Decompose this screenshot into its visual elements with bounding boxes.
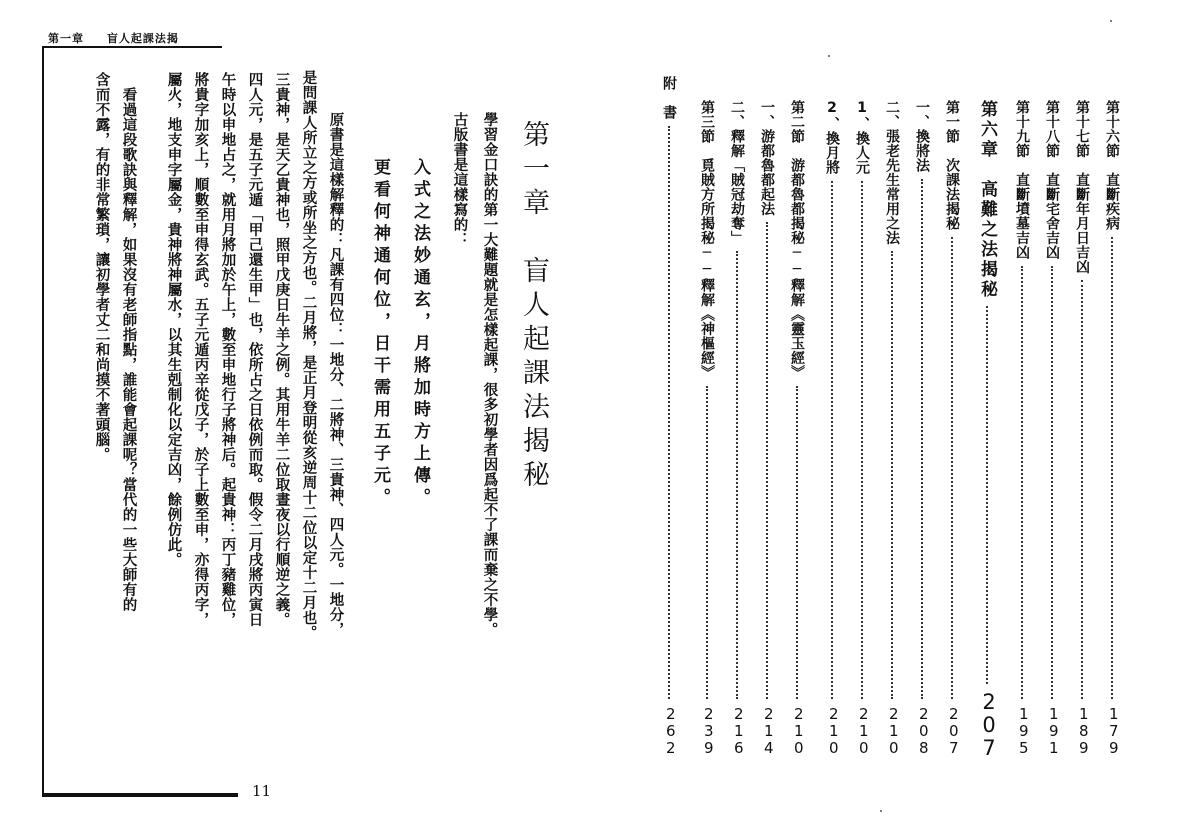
toc-dot-leader [951,237,953,699]
toc-entry-title: 一、換將法 [914,100,930,173]
toc-dot-leader [1081,280,1083,699]
toc-page-number: 207 [944,705,963,756]
body-line: 午時以申地占之，就用月將加於午上，數至申地行子將神后。起貴神：丙丁豬雞位， [219,72,236,627]
toc-entry-title: 1、換人元 [854,100,870,175]
toc-dot-leader [796,386,798,699]
page-number: 11 [252,782,272,800]
toc-dot-leader [736,251,738,699]
toc-page-number: 191 [1044,705,1063,756]
toc-page-number: 210 [789,705,808,756]
scan-speck [1110,20,1112,22]
toc-dot-leader [891,251,893,699]
toc-entry-title: 附 書 [661,76,677,120]
toc-page-number: 214 [759,705,778,756]
scan-speck [828,55,830,57]
toc-dot-leader [706,386,708,699]
toc-chapter-title: 第六章 高難之法揭秘 [977,100,997,300]
scan-speck [880,810,882,812]
body-line: 四人元，是五子元遁「甲己還生甲」也，依所占之日依例而取。假令二月戌將丙寅日 [246,72,263,627]
body-line: 原書是這樣解釋的：凡課有四位：一地分、二將神、三貴神、四人元。一地分， [327,112,344,637]
right-page-toc [590,0,1182,829]
toc-entry-title: 2、換月將 [824,100,840,175]
toc-entry-title: 第三節 覓賊方所揭秘──釋解《神樞經》 [699,100,715,380]
footer-rule [42,793,238,797]
toc-page-number: 208 [914,705,933,756]
intro-line: 學習金口訣的第一大難題就是怎樣起課，很多初學者因爲起不了課而棄之不學。 [481,112,498,637]
toc-page-number: 195 [1014,705,1033,756]
chapter-title: 第一章 盲人起課法揭秘 [518,120,549,494]
toc-dot-leader [831,181,833,699]
toc-entry-title: 第十九節 直斷墳墓吉凶 [1014,100,1030,260]
toc-dot-leader [668,126,670,699]
body-line: 三貴神，是天乙貴神也，照甲戊庚日牛羊之例。其用牛羊二位取晝夜以行順逆之義。 [273,72,290,627]
toc-entry-title: 第十六節 直斷疾病 [1104,100,1120,231]
toc-dot-leader [986,306,988,684]
frame-rule [42,46,44,794]
toc-page-number: 189 [1074,705,1093,756]
toc-entry-title: 二、釋解「賊冠劫奪」 [729,100,745,245]
toc-entry-title: 二、張老先生常用之法 [884,100,900,245]
toc-page-number: 179 [1104,705,1123,756]
toc-page-number: 239 [699,705,718,756]
toc-page-number: 210 [854,705,873,756]
toc-entry-title: 第十八節 直斷宅舍吉凶 [1044,100,1060,260]
toc-entry-title: 第十七節 直斷年月日吉凶 [1074,100,1090,274]
verse-line: 更看何神通何位，日干需用五子元。 [370,158,390,510]
body-line: 將貴字加亥上，順數至申得玄武。五子元遁丙辛從戊子，於子上數至申，亦得丙字， [192,72,209,627]
toc-entry-title: 一、游都魯都起法 [759,100,775,216]
toc-page-number: 262 [661,705,680,756]
running-head-chapter: 第一章 [48,32,84,45]
body-line: 是問課人所立之方或所坐之方也。二月將，是正月登明從亥逆周十二位以定十二月也。 [300,70,317,640]
toc-dot-leader [861,181,863,699]
left-page [0,0,590,829]
header-rule [42,46,222,48]
body-line: 屬火，地支申字屬金，貴神將神屬水，以其生剋制化以定吉凶，餘例仿此。 [165,72,182,567]
toc-dot-leader [1051,266,1053,699]
body-line: 含而不露，有的非常繁瑣，讓初學者丈二和尚摸不著頭腦。 [93,72,110,462]
intro-line: 古版書是這樣寫的： [451,112,468,247]
toc-page-number: 210 [884,705,903,756]
toc-entry-title: 第一節 次課法揭秘 [944,100,960,231]
toc-dot-leader [1111,237,1113,699]
toc-dot-leader [766,222,768,699]
toc-page-number: 207 [977,690,1002,759]
body-line: 看過這段歌訣與釋解，如果沒有老師指點，誰能會起課呢？當代的一些大師有的 [120,72,137,612]
running-head [48,30,197,46]
toc-dot-leader [1021,266,1023,699]
toc-entry-title: 第二節 游都魯都揭秘──釋解《靈玉經》 [789,100,805,380]
toc-page-number: 210 [824,705,843,756]
running-head-title: 盲人起課法揭 [106,32,179,45]
toc-page-number: 216 [729,705,748,756]
toc-dot-leader [921,179,923,699]
verse-line: 入式之法妙通玄，月將加時方上傳。 [410,158,430,510]
